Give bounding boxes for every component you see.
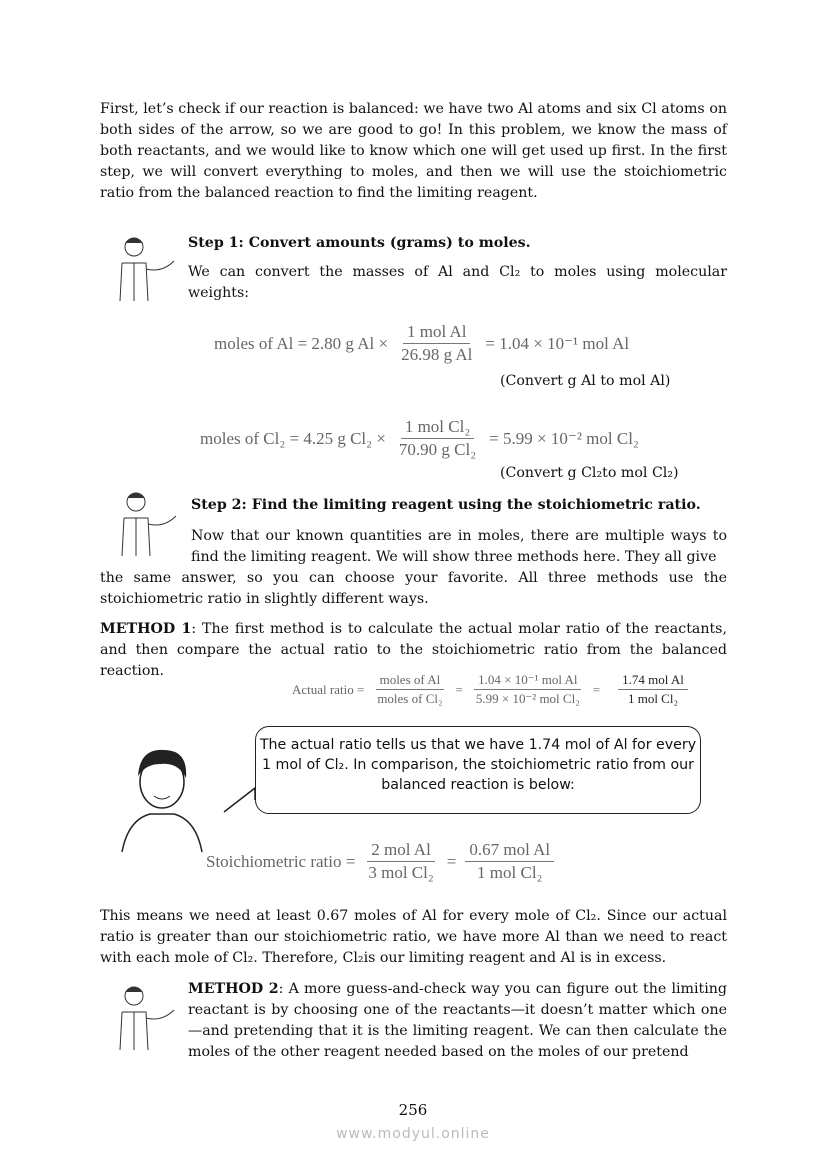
equation-note-cl2: (Convert g Cl₂to mol Cl₂)	[500, 465, 679, 481]
conclusion-paragraph: This means we need at least 0.67 moles of Al for every mole of Cl₂. Since our actual ratio is greater than our stoichiometric ratio, we have more Al than we need to react with each mole of Cl₂. Therefore, Cl₂is our limiting reagent and Al is in excess.	[100, 908, 727, 966]
equation-moles-cl2: moles of Cl₂ = 4.25 g Cl₂ × $\frac{\text{1 mol Cl₂}}{\text{70.90 g Cl₂}}$ = 5.99 × 10⁻² mol Cl₂	[200, 417, 639, 459]
equation-stoichiometric-ratio: Stoichiometric ratio = $\frac{\text{2 mol Al}}{\text{3 mol Cl₂}}$ = $\frac{\text{0.67 mol Al}}{\text{1 mol Cl₂}}$	[206, 840, 557, 883]
speech-bubble: The actual ratio tells us that we have 1.74 mol of Al for every 1 mol of Cl₂. In comparison, the stoichiometric ratio from our balanced reaction is below:	[255, 726, 701, 814]
step2-text-cont: the same answer, so you can choose your favorite. All three methods use the stoichiometric ratio in slightly different ways.	[100, 570, 727, 607]
method1-paragraph: METHOD 1: The first method is to calculate the actual molar ratio of the reactants, and then compare the actual ratio to the stoichiometric ratio from the balanced reaction.	[100, 621, 727, 679]
student-illustration	[104, 233, 184, 305]
student-illustration	[104, 488, 184, 560]
intro-paragraph: First, let’s check if our reaction is balanced: we have two Al atoms and six Cl atoms on both sides of the arrow, so we are good to go! In this problem, we know the mass of both reactants, and we would like to know which one will get used up first. In the first step, we will convert everything to moles, and then we will use the stoichiometric ratio from the balanced reaction to find the limiting reagent.	[100, 101, 727, 201]
equation-actual-ratio: Actual ratio = $\frac{\text{moles of Al}}{\text{moles of Cl₂}}$ = $\frac{\text{1.04 × 10⁻¹ mol Al}}{\text{5.99 × 10⁻² mol Cl₂}}$ = $\frac{\text{1.74 mol Al}}{\text{1 mol Cl₂}}$	[292, 672, 691, 707]
equation-moles-al: moles of Al = 2.80 g Al × $\frac{\text{1 mol Al}}{\text{26.98 g Al}}$ = 1.04 × 10⁻¹ mol Al	[214, 322, 630, 364]
step2-heading: Step 2: Find the limiting reagent using the stoichiometric ratio.	[191, 497, 701, 513]
method2-paragraph: METHOD 2: A more guess-and-check way you can figure out the limiting reactant is by choosing one of the reactants—it doesn’t matter which one—and pretending that it is the limiting reagent. We can then calculate the moles of the other reagent needed based on the moles of our pretend	[188, 981, 727, 1060]
step1-heading: Step 1: Convert amounts (grams) to moles.	[188, 235, 531, 251]
step1-text: We can convert the masses of Al and Cl₂ to moles using molecular weights:	[188, 264, 727, 301]
page-number: 256	[398, 1101, 428, 1119]
student-illustration	[104, 982, 184, 1054]
watermark: www.modyul.online	[336, 1126, 490, 1142]
step2-text: Now that our known quantities are in moles, there are multiple ways to find the limiting reagent. We will show three methods here. They all give	[191, 528, 727, 565]
equation-note-al: (Convert g Al to mol Al)	[500, 373, 671, 389]
